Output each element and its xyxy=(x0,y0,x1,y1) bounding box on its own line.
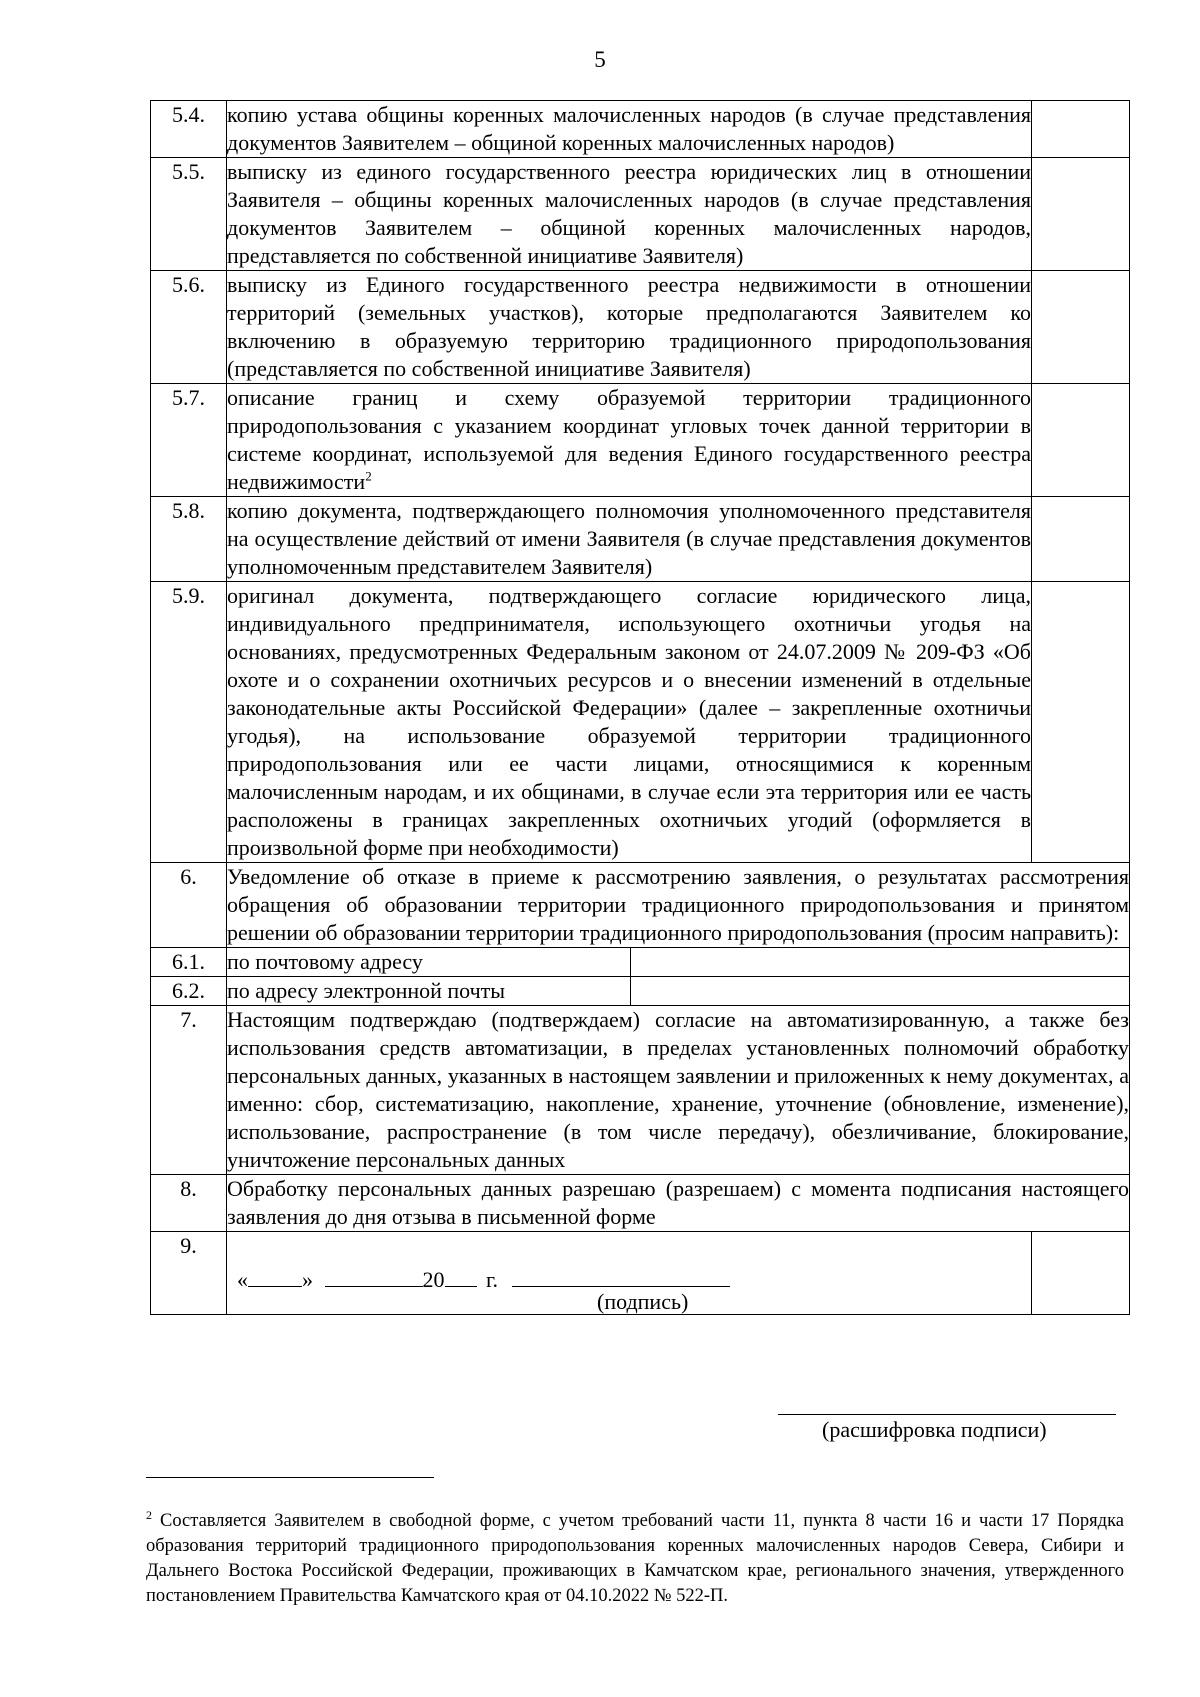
row-text: Обработку персональных данных разрешаю (разрешаем) с момента подписания настоящего заявления до дня отзыва в письменной форме xyxy=(227,1175,1130,1232)
table-row xyxy=(151,582,1130,863)
row-text: копию документа, подтверждающего полномочия уполномоченного представителя на осуществление действий от имени Заявителя (в случае представления документов уполномоченным представителем Заявителя) xyxy=(227,497,1032,582)
row-number: 6.2. xyxy=(151,977,227,1006)
year-field[interactable] xyxy=(445,1264,477,1287)
mark-cell[interactable] xyxy=(1032,158,1130,271)
mark-cell[interactable] xyxy=(1032,582,1130,863)
year-suffix: г. xyxy=(486,1267,499,1292)
footnote-divider xyxy=(146,1477,434,1478)
postal-address-field[interactable] xyxy=(631,948,1130,977)
row-text: по адресу электронной почты xyxy=(227,977,631,1006)
row-number: 9. xyxy=(151,1232,227,1315)
table-row xyxy=(151,1006,1130,1175)
row-text-with-footnote xyxy=(227,384,1032,497)
table-row xyxy=(151,101,1130,158)
row-text: Уведомление об отказе в приеме к рассмотрению заявления, о результатах рассмотрения обращения об образовании территории традиционного природопользования и принятом решении об образовании территории традиционного природопользования (просим направить): xyxy=(227,863,1130,948)
footnote xyxy=(146,1509,1124,1609)
table-row xyxy=(151,271,1130,384)
row-text: копию устава общины коренных малочисленных народов (в случае представления документов Заявителем – общиной коренных малочисленных народов) xyxy=(227,101,1032,158)
signature-field[interactable] xyxy=(512,1264,730,1287)
date-signature-cell xyxy=(227,1232,1032,1315)
table-row xyxy=(151,977,1130,1006)
footnote-mark: 2 xyxy=(146,1507,152,1522)
table-row xyxy=(151,863,1130,948)
row-number: 5.8. xyxy=(151,497,227,582)
table-row xyxy=(151,1232,1130,1315)
decoding-caption: (расшифровка подписи) xyxy=(822,1417,1047,1442)
row-number: 5.9. xyxy=(151,582,227,863)
row-number: 6. xyxy=(151,863,227,948)
signature-decoding-cell xyxy=(1032,1232,1130,1315)
row-number: 5.5. xyxy=(151,158,227,271)
table-row xyxy=(151,497,1130,582)
footnote-reference[interactable]: 2 xyxy=(365,468,372,484)
row-text: оригинал документа, подтверждающего согласие юридического лица, индивидуального предпринимателя, использующего охотничьи угодья на основаниях, предусмотренных Федеральным законом от 24.07.2009 № 209-ФЗ «Об охоте и о сохранении охотничьих ресурсов и о внесении изменений в отдельные законодательные акты Российской Федерации» (далее – закрепленные охотничьи угодья), на использование образуемой территории традиционного природопользования или ее части лицами, относящимися к коренным малочисленным народам, и их общинами, в случае если эта территория или ее часть расположены в границах закрепленных охотничьих угодий (оформляется в произвольной форме при необходимости) xyxy=(227,582,1032,863)
quote-close: » xyxy=(302,1267,313,1292)
row-text: выписку из Единого государственного реестра недвижимости в отношении территорий (земельных участков), которые предполагаются Заявителем ко включению в образуемую территорию традиционного природопользования (представляется по собственной инициативе Заявителя) xyxy=(227,271,1032,384)
day-field[interactable] xyxy=(248,1264,302,1287)
row-text: Настоящим подтверждаю (подтверждаем) согласие на автоматизированную, а также без использования средств автоматизации, в пределах установленных полномочий обработку персональных данных, указанных в настоящем заявлении и приложенных к нему документах, а именно: сбор, систематизацию, накопление, хранение, уточнение (обновление, изменение), использование, распространение (в том числе передачу), обезличивание, блокирование, уничтожение персональных данных xyxy=(227,1006,1130,1175)
row-number: 8. xyxy=(151,1175,227,1232)
row-number: 5.6. xyxy=(151,271,227,384)
mark-cell[interactable] xyxy=(1032,271,1130,384)
email-address-field[interactable] xyxy=(631,977,1130,1006)
row-number: 5.4. xyxy=(151,101,227,158)
row-number: 7. xyxy=(151,1006,227,1175)
application-form-table xyxy=(150,100,1130,1315)
table-row xyxy=(151,158,1130,271)
signature-caption: (подпись) xyxy=(597,1289,689,1314)
row-text: выписку из единого государственного реестра юридических лиц в отношении Заявителя – общины коренных малочисленных народов (в случае представления документов Заявителем – общиной коренных малочисленных народов, представляется по собственной инициативе Заявителя) xyxy=(227,158,1032,271)
decoding-field[interactable] xyxy=(778,1414,1116,1415)
table-row xyxy=(151,948,1130,977)
row-number: 5.7. xyxy=(151,384,227,497)
row-number: 6.1. xyxy=(151,948,227,977)
table-row xyxy=(151,1175,1130,1232)
footnote-text: Составляется Заявителем в свободной форме, с учетом требований части 11, пункта 8 части 16 и части 17 Порядка образования территорий традиционного природопользования коренных малочисленных народов Севера, Сибири и Дальнего Востока Российской Федерации, проживающих в Камчатском крае, регионального значения, утвержденного постановлением Правительства Камчатского края от 04.10.2022 № 522-П. xyxy=(146,1511,1124,1606)
mark-cell[interactable] xyxy=(1032,384,1130,497)
year-prefix: 20 xyxy=(422,1267,445,1292)
mark-cell[interactable] xyxy=(1032,497,1130,582)
row-text: по почтовому адресу xyxy=(227,948,631,977)
row-text: описание границ и схему образуемой территории традиционного природопользования с указанием координат угловых точек данной территории в системе координат, используемой для ведения Единого государственного реестра недвижимости xyxy=(227,385,1032,494)
quote-open: « xyxy=(237,1267,248,1292)
mark-cell[interactable] xyxy=(1032,101,1130,158)
page-number: 5 xyxy=(594,47,606,72)
month-field[interactable] xyxy=(325,1264,423,1287)
table-row xyxy=(151,384,1130,497)
